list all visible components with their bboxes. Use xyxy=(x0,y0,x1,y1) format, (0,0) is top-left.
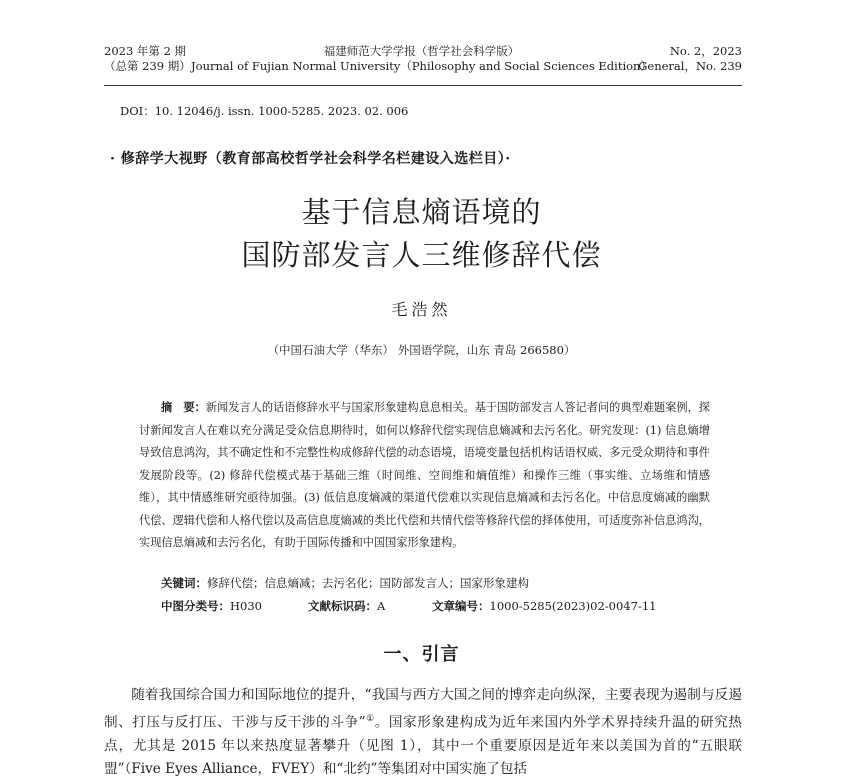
classification-doc xyxy=(308,598,385,614)
title-line-1: 基于信息熵语境的 xyxy=(301,195,542,229)
article-no-label: 文章编号： xyxy=(432,599,490,613)
body-paragraph xyxy=(104,684,742,782)
body-text-part-2: 。国家形象建构成为近年来国内外学术界持续升温的研究热点，尤其是 2015 年以来热度显著攀升（见图 1），其中一个重要原因是近年来以美国为首的“五眼联盟”（Five Eyes Alliance，FVEY）和“北约”等集团对中国实施了包括 xyxy=(104,714,743,778)
article-no-value: 1000-5285(2023)02-0047-11 xyxy=(489,599,657,613)
affiliation: （中国石油大学（华东） 外国语学院，山东 青岛 266580） xyxy=(267,343,576,357)
footnote-mark: ① xyxy=(365,713,375,724)
doc-code-value: A xyxy=(377,599,386,613)
body-text-part-1: 随着我国综合国力和国际地位的提升，“我国与西方大国之间的博弈走向纵深，主要表现为遏制与反遏制、打压与反打压、干涉与反干涉的斗争” xyxy=(104,687,742,731)
classification-clc xyxy=(161,598,262,614)
header-total-issue: （总第 239 期） xyxy=(104,59,191,73)
header-journal-cn: 福建师范大学学报（哲学社会科学版） xyxy=(323,44,520,58)
section-heading: 一、引言 xyxy=(383,644,460,665)
header-journal-en: Journal of Fujian Normal University（Philosophy and Social Sciences Edition） xyxy=(191,59,652,73)
clc-value: H030 xyxy=(230,599,262,613)
abstract-label: 摘 要： xyxy=(161,400,206,414)
clc-label: 中图分类号： xyxy=(161,599,230,613)
doi: DOI：10. 12046/j. issn. 1000-5285. 2023. 02. 006 xyxy=(120,104,409,118)
keywords-label: 关键词： xyxy=(161,576,207,590)
classification-article xyxy=(432,598,656,614)
column-label: · 修辞学大视野（教育部高校哲学社会科学名栏建设入选栏目）· xyxy=(110,151,511,167)
header-number: No. 2，2023 xyxy=(669,44,742,58)
body-text xyxy=(104,684,742,782)
keywords-text: 修辞代偿；信息熵减；去污名化；国防部发言人；国家形象建构 xyxy=(207,576,529,590)
title-line-2: 国防部发言人三维修辞代偿 xyxy=(241,238,602,272)
header-issue: 2023 年第 2 期 xyxy=(104,44,187,58)
abstract xyxy=(139,396,710,555)
header-general-number: General，No. 239 xyxy=(638,59,742,73)
author: 毛浩然 xyxy=(391,300,452,319)
header-rule xyxy=(104,85,742,86)
keywords xyxy=(161,575,529,591)
doc-code-label: 文献标识码： xyxy=(308,599,377,613)
abstract-text: 新闻发言人的话语修辞水平与国家形象建构息息相关。基于国防部发言人答记者问的典型难题案例，探讨新闻发言人在难以充分满足受众信息期待时，如何以修辞代偿实现信息熵减和去污名化。研究发现：(1) 信息熵增导致信息鸿沟，其不确定性和不完整性构成修辞代偿的动态语境，语境变量包括机构话语权威、多元受众期待和事件发展阶段等。(2) 修辞代偿模式基于基础三维（时间维、空间维和熵值维）和操作三维（事实维、立场维和情感维），其中情感维研究亟待加强。(3) 低信息度熵减的渠道代偿难以实现信息熵减和去污名化。中信息度熵减的幽默代偿、逻辑代偿和人格代偿以及高信息度熵减的类比代偿和共情代偿等修辞代偿的择体使用，可适度弥补信息鸿沟，实现信息熵减和去污名化，有助于国际传播和中国国家形象建构。 xyxy=(139,401,710,549)
